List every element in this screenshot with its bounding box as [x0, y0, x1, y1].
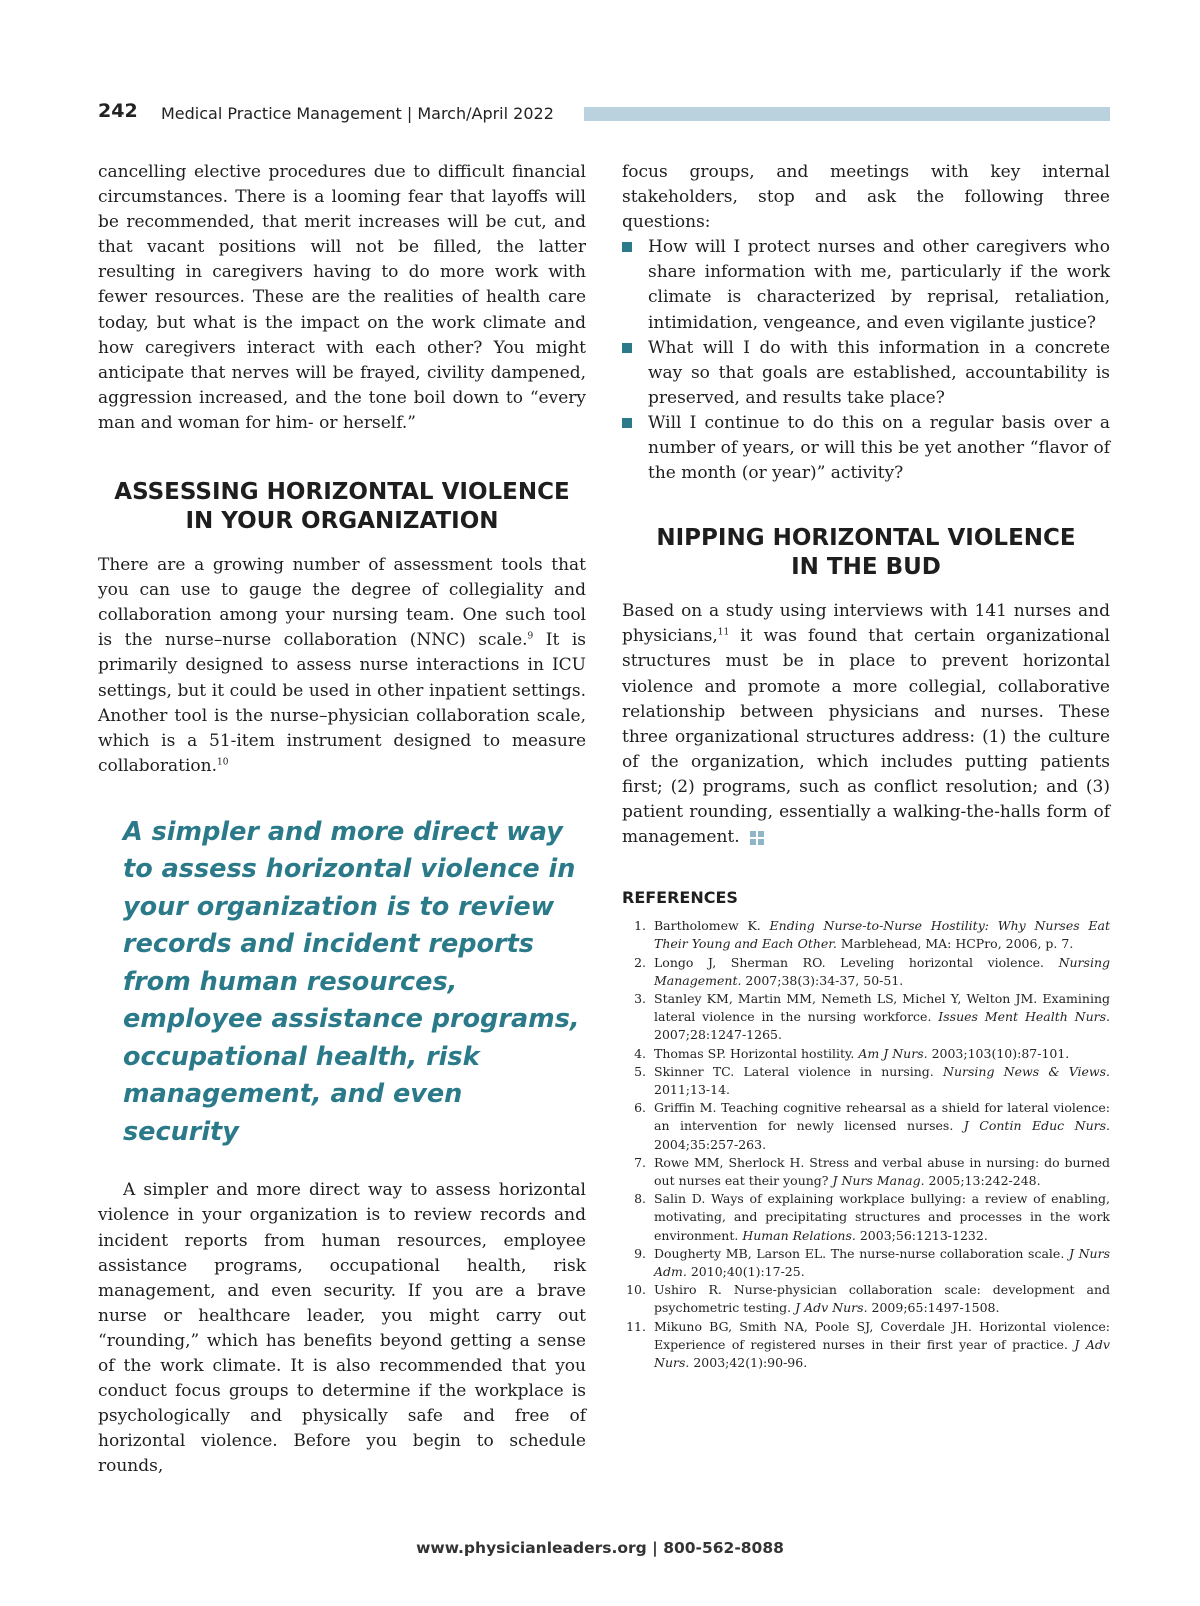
- four-squares-icon: [750, 831, 764, 845]
- page-number: 242: [98, 100, 138, 122]
- reference-number: 10.: [626, 1282, 646, 1298]
- reference-number: 8.: [634, 1191, 646, 1207]
- reference-number: 11.: [626, 1318, 646, 1334]
- reference-text: 2009;65:1497-1508.: [867, 1300, 1000, 1316]
- reference-text: 2005;13:242-248.: [924, 1173, 1041, 1188]
- reference-text: 2007;28:1247-1265.: [654, 1027, 782, 1043]
- reference-item: [622, 954, 1110, 990]
- reference-text: 2003;42(1):90-96.: [689, 1355, 808, 1371]
- reference-number: 2.: [634, 954, 646, 970]
- list-item: [622, 411, 1110, 486]
- paragraph-simpler-way: A simpler and more direct way to assess horizontal violence in your organization is to review records and incident reports from human resources, employee assistance programs, occupational health, risk management, and even security. If you are a brave nurse or healthcare leader, you might carry out “rounding,” which has benefits beyond getting a sense of the work climate. It is also recommended that you conduct focus groups to determine if the workplace is psychologically and physically safe and free of horizontal violence. Before you begin to schedule rounds,: [98, 1180, 586, 1477]
- reference-item: [622, 1245, 1110, 1281]
- reference-text: Marblehead, MA: HCPro, 2006, p. 7.: [836, 936, 1074, 952]
- reference-source: J Nurs Manag.: [832, 1173, 925, 1188]
- reference-source: Human Relations.: [742, 1227, 856, 1243]
- reference-source: Issues Ment Health Nurs.: [938, 1009, 1110, 1025]
- reference-source: Nursing Management.: [654, 954, 1110, 988]
- reference-source: J Adv Nurs.: [795, 1300, 868, 1316]
- text-run: There are a growing number of assessment tools that you can use to gauge the degree of collegiality and collaboration among your nursing team. One such tool is the nurse–nurse collaboration (NNC) scale.: [98, 555, 586, 651]
- reference-text: 2010;40(1):17-25.: [686, 1264, 805, 1280]
- journal-title: Medical Practice Management | March/April 2022: [161, 104, 554, 123]
- footnote-ref: 9: [527, 631, 534, 642]
- reference-text: Dougherty MB, Larson EL. The nurse-nurse collaboration scale.: [654, 1245, 1069, 1261]
- reference-item: [622, 1281, 1110, 1317]
- square-bullet-icon: [622, 242, 632, 252]
- reference-text: Rowe MM, Sherlock H. Stress and verbal abuse in nursing: do burned out nurses eat their young?: [654, 1154, 1110, 1188]
- reference-text: Skinner TC. Lateral violence in nursing.: [654, 1063, 944, 1079]
- reference-source: J Adv Nurs.: [654, 1336, 1110, 1371]
- reference-number: 7.: [634, 1154, 646, 1170]
- reference-text: Mikuno BG, Smith NA, Poole SJ, Coverdale JH. Horizontal violence: Experience of registered nurses in their first year of practice.: [654, 1318, 1110, 1352]
- reference-item: [622, 1099, 1110, 1154]
- square-bullet-icon: [622, 418, 632, 428]
- list-item: [622, 235, 1110, 335]
- footnote-ref: 11: [717, 627, 730, 638]
- header-bar: [584, 107, 1110, 121]
- page-footer: www.physicianleaders.org | 800-562-8088: [416, 1539, 784, 1557]
- reference-text: Salin D. Ways of explaining workplace bullying: a review of enabling, motivating, and precipitating structures and processes in the work environment.: [654, 1191, 1110, 1243]
- list-item: [622, 336, 1110, 411]
- reference-item: [622, 1045, 1110, 1063]
- section-heading-nipping: [622, 524, 1110, 582]
- heading-line: NIPPING HORIZONTAL VIOLENCE: [656, 525, 1076, 552]
- reference-source: J Contin Educ Nurs.: [963, 1118, 1110, 1134]
- reference-item: [622, 990, 1110, 1045]
- reference-source: Ending Nurse-to-Nurse Hostility: Why Nurses Eat Their Young and Each Other.: [654, 918, 1111, 952]
- heading-line: IN YOUR ORGANIZATION: [185, 508, 499, 535]
- list-item-text: How will I protect nurses and other caregivers who share information with me, particularly if the work climate is characterized by reprisal, retaliation, intimidation, vengeance, and even vigilante justice?: [648, 237, 1110, 333]
- paragraph-intro: cancelling elective procedures due to difficult financial circumstances. There is a looming fear that layoffs will be recommended, that merit increases will be cut, and that vacant positions will not be filled, the latter resulting in caregivers having to do more work with fewer resources. These are the realities of health care today, but what is the impact on the work climate and how caregivers interact with each other? You might anticipate that nerves will be frayed, civility dampened, aggression increased, and the tone boil down to “every man and woman for him- or herself.”: [98, 162, 586, 433]
- reference-text: Griffin M. Teaching cognitive rehearsal as a shield for lateral violence: an intervention for newly licensed nurses.: [654, 1100, 1110, 1134]
- reference-text: 2011;13-14.: [654, 1081, 731, 1097]
- text-run: it was found that certain organizational structures must be in place to prevent horizontal violence and promote a more collegial, collaborative relationship between physicians and nurses. These three organizational structures address: (1) the culture of the organization, which includes putting patients first; (2) programs, such as conflict resolution; and (3) patient rounding, essentially a walking-the-halls form of management.: [622, 626, 1110, 848]
- reference-text: Thomas SP. Horizontal hostility.: [654, 1045, 859, 1061]
- reference-number: 3.: [634, 990, 646, 1006]
- reference-number: 1.: [634, 918, 646, 934]
- reference-number: 4.: [634, 1045, 646, 1061]
- reference-number: 6.: [634, 1100, 646, 1116]
- reference-text: 2004;35:257-263.: [654, 1136, 767, 1152]
- reference-text: 2007;38(3):34-37, 50-51.: [741, 972, 904, 988]
- page-header: [98, 100, 1110, 132]
- reference-source: J Nurs Adm.: [654, 1245, 1110, 1280]
- heading-line: ASSESSING HORIZONTAL VIOLENCE: [114, 479, 570, 506]
- text-run: Based on a study using interviews with 141 nurses and physicians,: [622, 601, 1110, 647]
- reference-number: 5.: [634, 1063, 646, 1079]
- left-column: [98, 160, 586, 1480]
- square-bullet-icon: [622, 343, 632, 353]
- reference-item: [622, 1063, 1110, 1099]
- heading-line: IN THE BUD: [791, 554, 941, 581]
- reference-item: [622, 1318, 1110, 1373]
- pull-quote: A simpler and more direct way to assess horizontal violence in your organization is to review records and incident reports from human resources, employee assistance programs, occupational health, risk management, and even security: [123, 816, 580, 1147]
- reference-item: [622, 1190, 1110, 1245]
- reference-source: Nursing News & Views.: [943, 1063, 1110, 1079]
- reference-item: [622, 1154, 1110, 1190]
- question-list: [622, 235, 1110, 486]
- reference-source: Am J Nurs.: [858, 1045, 928, 1061]
- text-run: It is primarily designed to assess nurse interactions in ICU settings, but it could be used in other inpatient settings. Another tool is the nurse–physician collaboration scale, which is a 51-item instrument designed to measure collaboration.: [98, 630, 586, 776]
- reference-text: Bartholomew K.: [654, 918, 770, 934]
- reference-text: Ushiro R. Nurse-physician collaboration scale: development and psychometric testing.: [654, 1282, 1110, 1316]
- reference-text: 2003;103(10):87-101.: [927, 1045, 1070, 1061]
- reference-number: 9.: [634, 1245, 646, 1261]
- references-title: REFERENCES: [622, 888, 738, 908]
- footnote-ref: 10: [217, 757, 229, 768]
- section-heading-assessing: [98, 478, 586, 536]
- paragraph-assessment-tools: [98, 553, 586, 779]
- reference-item: [622, 917, 1110, 953]
- reference-text: Stanley KM, Martin MM, Nemeth LS, Michel Y, Welton JM. Examining lateral violence in the nursing workforce.: [654, 990, 1110, 1025]
- list-item-text: Will I continue to do this on a regular basis over a number of years, or will this be yet another “flavor of the month (or year)” activity?: [648, 412, 1110, 484]
- right-column: [622, 160, 1110, 1372]
- paragraph-study: [622, 599, 1110, 850]
- reference-text: Longo J, Sherman RO. Leveling horizontal violence.: [654, 954, 1059, 970]
- references-list: [622, 917, 1110, 1372]
- list-item-text: What will I do with this information in a concrete way so that goals are established, accountability is preserved, and results take place?: [648, 337, 1110, 408]
- reference-text: 2003;56:1213-1232.: [855, 1227, 988, 1243]
- paragraph-questions-intro: focus groups, and meetings with key internal stakeholders, stop and ask the following three questions:: [622, 162, 1110, 233]
